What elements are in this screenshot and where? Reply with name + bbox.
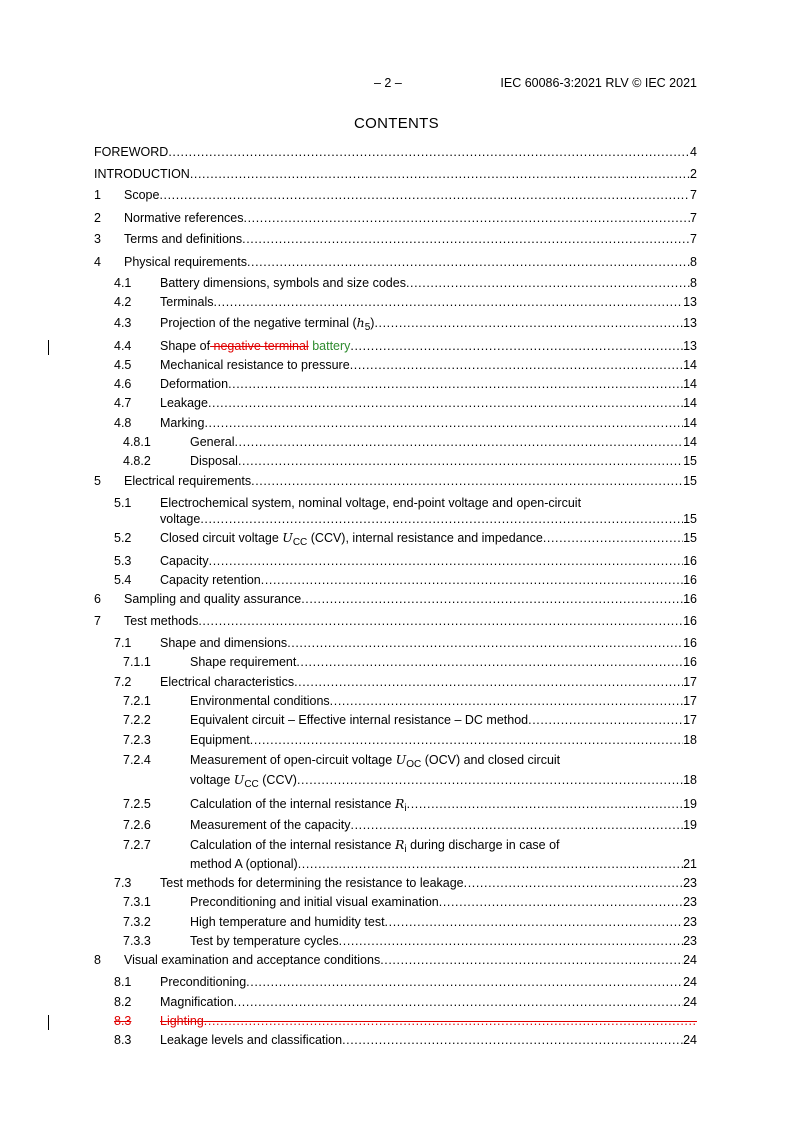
- toc-page: 16: [683, 636, 697, 650]
- toc-label: Preconditioning: [160, 975, 247, 989]
- toc-page: 24: [683, 995, 697, 1009]
- toc-label: Electrical requirements: [124, 474, 252, 488]
- toc-number: 8.3: [114, 1014, 132, 1028]
- toc-page: 23: [683, 895, 697, 909]
- toc-entry-7-2-3[interactable]: [94, 733, 697, 751]
- toc-page: 7: [690, 211, 697, 225]
- toc-entry-4-8[interactable]: [94, 416, 697, 434]
- toc-label: FOREWORD: [94, 145, 169, 159]
- toc-page: 14: [683, 377, 697, 391]
- toc-label: Measurement of open-circuit voltage $U_{OC}$ (OCV) and closed circuit: [190, 752, 561, 770]
- toc-page: 24: [683, 953, 697, 967]
- toc-number: 7.2.6: [123, 818, 151, 832]
- toc-label: Deformation: [160, 377, 229, 391]
- toc-entry-4-4[interactable]: [94, 339, 697, 357]
- toc-label: Leakage levels and classification: [160, 1033, 343, 1047]
- toc-page: 15: [683, 531, 697, 545]
- toc-entry-7-2[interactable]: [94, 675, 697, 693]
- toc-entry-7-2-7[interactable]: [94, 837, 697, 877]
- toc-page: 16: [683, 554, 697, 568]
- toc-number: 3: [94, 232, 101, 246]
- toc-number: 7.2.7: [123, 838, 151, 852]
- toc-label: Projection of the negative terminal $(h_5)$: [160, 315, 375, 333]
- toc-entry-4-5[interactable]: [94, 358, 697, 376]
- toc-label: Terminals: [160, 295, 214, 309]
- toc-label: Shape and dimensions: [160, 636, 288, 650]
- toc-page: 13: [683, 316, 697, 330]
- toc-entry-introduction[interactable]: [94, 167, 697, 185]
- toc-page: 21: [683, 857, 697, 871]
- toc-entry-7-2-1[interactable]: [94, 694, 697, 712]
- toc-entry-8-2[interactable]: [94, 995, 697, 1013]
- toc-entry-7-3-3[interactable]: [94, 934, 697, 952]
- toc-number: 2: [94, 211, 101, 225]
- toc-label-continued: method A (optional): [190, 857, 298, 871]
- toc-number: 5: [94, 474, 101, 488]
- toc-entry-8-1[interactable]: [94, 975, 697, 993]
- toc-page: 15: [683, 454, 697, 468]
- toc-label: Calculation of the internal resistance $R_i$ during discharge in case of: [190, 837, 560, 855]
- toc-page: 19: [683, 797, 697, 811]
- toc-entry-6[interactable]: [94, 592, 697, 610]
- toc-label: Equipment: [190, 733, 250, 747]
- change-bar: [48, 1015, 49, 1030]
- toc-number: 7.2.4: [123, 753, 151, 767]
- toc-page: 13: [683, 339, 697, 353]
- toc-entry-4-2[interactable]: [94, 295, 697, 313]
- toc-label: Calculation of the internal resistance $R_i$: [190, 796, 407, 814]
- toc-label: INTRODUCTION: [94, 167, 190, 181]
- toc-page: 4: [690, 145, 697, 159]
- toc-entry-5-4[interactable]: [94, 573, 697, 591]
- toc-number: 4.4: [114, 339, 132, 353]
- toc-label: Terms and definitions: [124, 232, 243, 246]
- toc-page: 15: [683, 474, 697, 488]
- toc-label: Disposal: [190, 454, 238, 468]
- page-header: [94, 76, 697, 92]
- toc-number: 7.2: [114, 675, 132, 689]
- toc-page: 14: [683, 435, 697, 449]
- toc-entry-5[interactable]: [94, 474, 697, 492]
- toc-page: 16: [683, 655, 697, 669]
- deleted-text: negative terminal: [210, 339, 309, 353]
- toc-entry-7-1-1[interactable]: [94, 655, 697, 673]
- toc-label: General: [190, 435, 235, 449]
- toc-number: 4.1: [114, 276, 132, 290]
- toc-page: 19: [683, 818, 697, 832]
- toc-number: 4.5: [114, 358, 132, 372]
- toc-label: Physical requirements: [124, 255, 247, 269]
- toc-page: 14: [683, 358, 697, 372]
- toc-number: 4.8.1: [123, 435, 151, 449]
- toc-page: 17: [683, 694, 697, 708]
- toc-label: Capacity: [160, 554, 209, 568]
- toc-entry-4[interactable]: [94, 255, 697, 273]
- toc-page: 8: [690, 255, 697, 269]
- toc-label: Marking: [160, 416, 205, 430]
- toc-number: 6: [94, 592, 101, 606]
- toc-label: Test methods for determining the resistance to leakage: [160, 876, 464, 890]
- toc-label: Environmental conditions: [190, 694, 330, 708]
- toc-label: Battery dimensions, symbols and size codes: [160, 276, 406, 290]
- toc-entry-7[interactable]: [94, 614, 697, 632]
- toc-number: 7: [94, 614, 101, 628]
- toc-page: 7: [690, 232, 697, 246]
- toc-entry-3[interactable]: [94, 232, 697, 250]
- toc-label: Electrochemical system, nominal voltage, end-point voltage and open-circuit: [160, 496, 582, 510]
- toc-number: 5.1: [114, 496, 132, 510]
- toc-label: Closed circuit voltage $U_{CC}$ (CCV), internal resistance and impedance: [160, 530, 543, 548]
- toc-number: 7.1.1: [123, 655, 151, 669]
- toc-label: Shape requirement: [190, 655, 297, 669]
- toc-entry-4-7[interactable]: [94, 396, 697, 414]
- toc-label: Normative references: [124, 211, 244, 225]
- toc-entry-7-3-2[interactable]: [94, 915, 697, 933]
- toc-label: Visual examination and acceptance conditions: [124, 953, 381, 967]
- toc-page: 16: [683, 614, 697, 628]
- toc-label: Leakage: [160, 396, 208, 410]
- toc-entry-foreword[interactable]: [94, 145, 697, 163]
- toc-page: 24: [683, 975, 697, 989]
- toc-entry-4-6[interactable]: [94, 377, 697, 395]
- page-number: – 2 –: [374, 76, 402, 90]
- toc-entry-7-2-6[interactable]: [94, 818, 697, 836]
- toc-label: Mechanical resistance to pressure: [160, 358, 350, 372]
- toc-page: 16: [683, 592, 697, 606]
- toc-page: 2: [690, 167, 697, 181]
- toc-number: 4.6: [114, 377, 132, 391]
- toc-entry-4-8-2[interactable]: [94, 454, 697, 472]
- toc-entry-8-3[interactable]: [94, 1033, 697, 1051]
- toc-entry-7-2-5[interactable]: [94, 796, 697, 814]
- toc-page: 14: [683, 416, 697, 430]
- change-bar: [48, 340, 49, 355]
- toc-page: 24: [683, 1033, 697, 1047]
- toc-number: 7.3: [114, 876, 132, 890]
- toc-entry-5-3[interactable]: [94, 554, 697, 572]
- toc-label: High temperature and humidity test: [190, 915, 385, 929]
- toc-number: 8.2: [114, 995, 132, 1009]
- toc-entry-8[interactable]: [94, 953, 697, 971]
- toc-entry-7-2-2[interactable]: [94, 713, 697, 731]
- toc-number: 7.2.1: [123, 694, 151, 708]
- toc-page: 15: [683, 512, 697, 526]
- toc-label: Measurement of the capacity: [190, 818, 351, 832]
- toc-page: 23: [683, 876, 697, 890]
- toc-number: 5.2: [114, 531, 132, 545]
- toc-entry-4-3[interactable]: [94, 315, 697, 333]
- toc-entry-7-2-4[interactable]: [94, 752, 697, 792]
- toc-entry-5-2[interactable]: [94, 530, 697, 548]
- contents-title: CONTENTS: [354, 115, 439, 132]
- toc-label: Lighting: [160, 1014, 204, 1028]
- toc-number: 4.3: [114, 316, 132, 330]
- toc-entry-5-1[interactable]: [94, 496, 697, 532]
- toc-entry-1[interactable]: [94, 188, 697, 206]
- toc-label: Sampling and quality assurance: [124, 592, 302, 606]
- toc-number: 4.8: [114, 416, 132, 430]
- inserted-text: battery: [308, 339, 351, 353]
- toc-page: 13: [683, 295, 697, 309]
- toc-label: Magnification: [160, 995, 234, 1009]
- toc-page: 14: [683, 396, 697, 410]
- toc-number: 5.4: [114, 573, 132, 587]
- toc-number: 7.1: [114, 636, 132, 650]
- toc-number: 1: [94, 188, 101, 202]
- toc-label: Equivalent circuit – Effective internal resistance – DC method: [190, 713, 529, 727]
- toc-number: 7.2.2: [123, 713, 151, 727]
- toc-number: 7.2.3: [123, 733, 151, 747]
- toc-number: 4: [94, 255, 101, 269]
- toc-label: Shape of negative terminal battery: [160, 339, 351, 353]
- toc-entry-7-1[interactable]: [94, 636, 697, 654]
- toc-page: 17: [683, 675, 697, 689]
- toc-label: Test by temperature cycles: [190, 934, 339, 948]
- toc-page: 8: [690, 276, 697, 290]
- toc-entry-7-3-1[interactable]: [94, 895, 697, 913]
- toc-number: 7.3.3: [123, 934, 151, 948]
- toc-entry-2[interactable]: [94, 211, 697, 229]
- toc-number: 8.3: [114, 1033, 132, 1047]
- toc-number: 5.3: [114, 554, 132, 568]
- toc-number: 7.3.1: [123, 895, 151, 909]
- toc-number: 8.1: [114, 975, 132, 989]
- toc-label: Capacity retention: [160, 573, 261, 587]
- toc-number: 4.2: [114, 295, 132, 309]
- toc-page: 16: [683, 573, 697, 587]
- toc-number: 8: [94, 953, 101, 967]
- toc-page: 23: [683, 915, 697, 929]
- toc-label-continued: voltage: [160, 512, 201, 526]
- toc-label: Electrical characteristics: [160, 675, 295, 689]
- toc-page: 18: [683, 773, 697, 787]
- toc-entry-8-3-deleted[interactable]: [94, 1014, 697, 1032]
- toc-number: 4.7: [114, 396, 132, 410]
- toc-page: 7: [690, 188, 697, 202]
- toc-label: Test methods: [124, 614, 199, 628]
- toc-entry-4-1[interactable]: [94, 276, 697, 294]
- toc-number: 7.3.2: [123, 915, 151, 929]
- toc-label: Scope: [124, 188, 160, 202]
- toc-number: 7.2.5: [123, 797, 151, 811]
- toc-entry-4-8-1[interactable]: [94, 435, 697, 453]
- toc-label-continued: voltage $U_{CC}$ (CCV): [190, 772, 297, 790]
- toc-page: 23: [683, 934, 697, 948]
- toc-label: Preconditioning and initial visual examination: [190, 895, 439, 909]
- toc-page: 18: [683, 733, 697, 747]
- toc-entry-7-3[interactable]: [94, 876, 697, 894]
- standard-reference: IEC 60086-3:2021 RLV © IEC 2021: [500, 76, 697, 90]
- toc-page: 17: [683, 713, 697, 727]
- toc-number: 4.8.2: [123, 454, 151, 468]
